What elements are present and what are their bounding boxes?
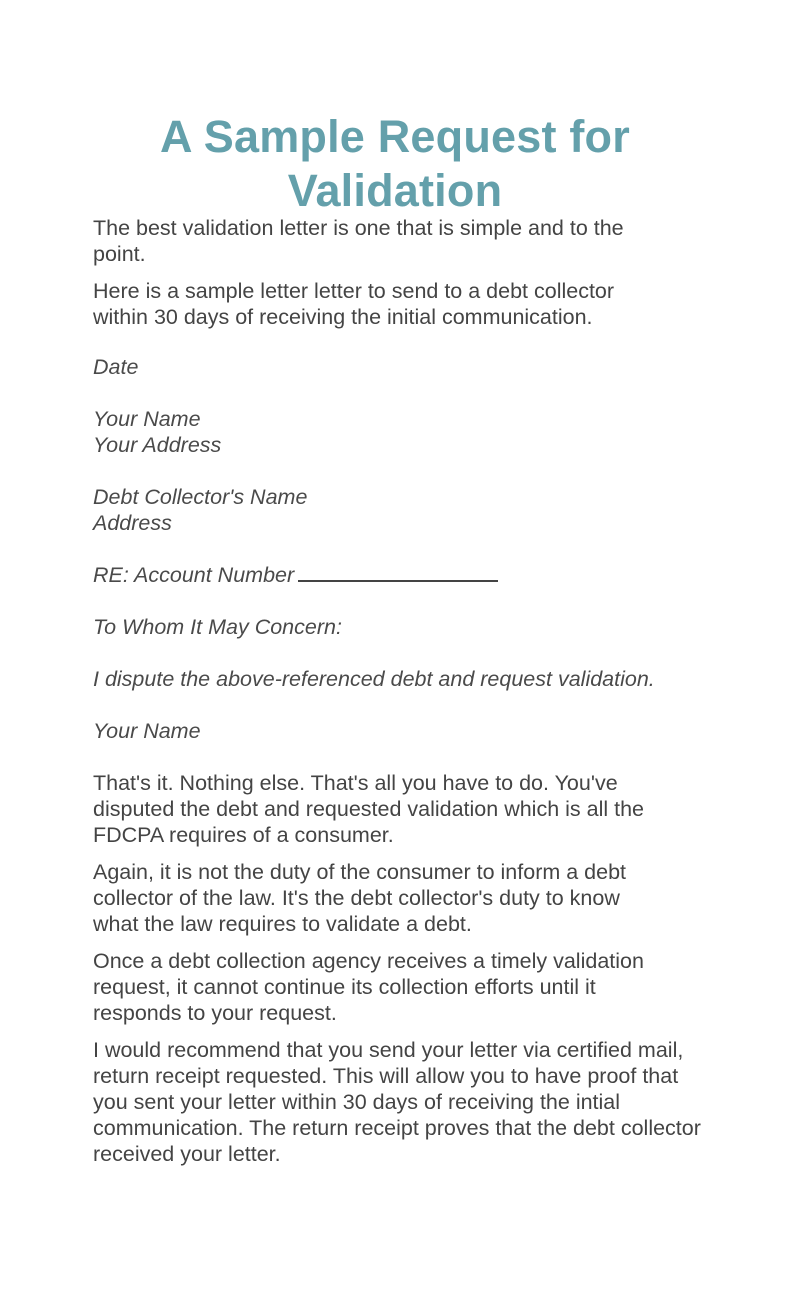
account-number-blank	[298, 562, 498, 582]
page-title	[0, 110, 790, 218]
sender-address: Your Address	[93, 433, 222, 457]
closing-paragraph-4: I would recommend that you send your letter via certified mail, return receipt requested. This will allow you to have proof that you sent your letter within 30 days of receiving the intial communication. The return receipt proves that the debt collector received your letter.	[93, 1038, 701, 1166]
sample-letter	[93, 354, 713, 744]
document-body	[93, 215, 713, 1167]
sender-block	[93, 406, 713, 458]
letter-signature: Your Name	[93, 719, 201, 743]
recipient-block	[93, 484, 713, 536]
salutation: To Whom It May Concern:	[93, 615, 342, 639]
re-line	[93, 562, 713, 588]
closing-paragraph-2: Again, it is not the duty of the consumer to inform a debt collector of the law. It's the debt collector's duty to know what the law requires to validate a debt.	[93, 860, 627, 936]
title-line-2: Validation	[287, 165, 503, 216]
intro-paragraph-1: The best validation letter is one that is simple and to the point.	[93, 216, 624, 266]
recipient-name: Debt Collector's Name	[93, 485, 308, 509]
title-line-1: A Sample Request for	[160, 111, 630, 162]
closing-paragraph-1: That's it. Nothing else. That's all you have to do. You've disputed the debt and requested validation which is all the FDCPA requires of a consumer.	[93, 771, 645, 847]
recipient-address: Address	[93, 511, 172, 535]
intro-paragraph-2: Here is a sample letter letter to send to a debt collector within 30 days of receiving the initial communication.	[93, 279, 615, 329]
sender-name: Your Name	[93, 407, 201, 431]
letter-date: Date	[93, 355, 139, 379]
re-account-label: RE: Account Number	[93, 563, 295, 587]
closing-paragraph-3: Once a debt collection agency receives a timely validation request, it cannot continue its collection efforts until it responds to your request.	[93, 949, 644, 1025]
letter-body: I dispute the above-referenced debt and request validation.	[93, 667, 655, 691]
